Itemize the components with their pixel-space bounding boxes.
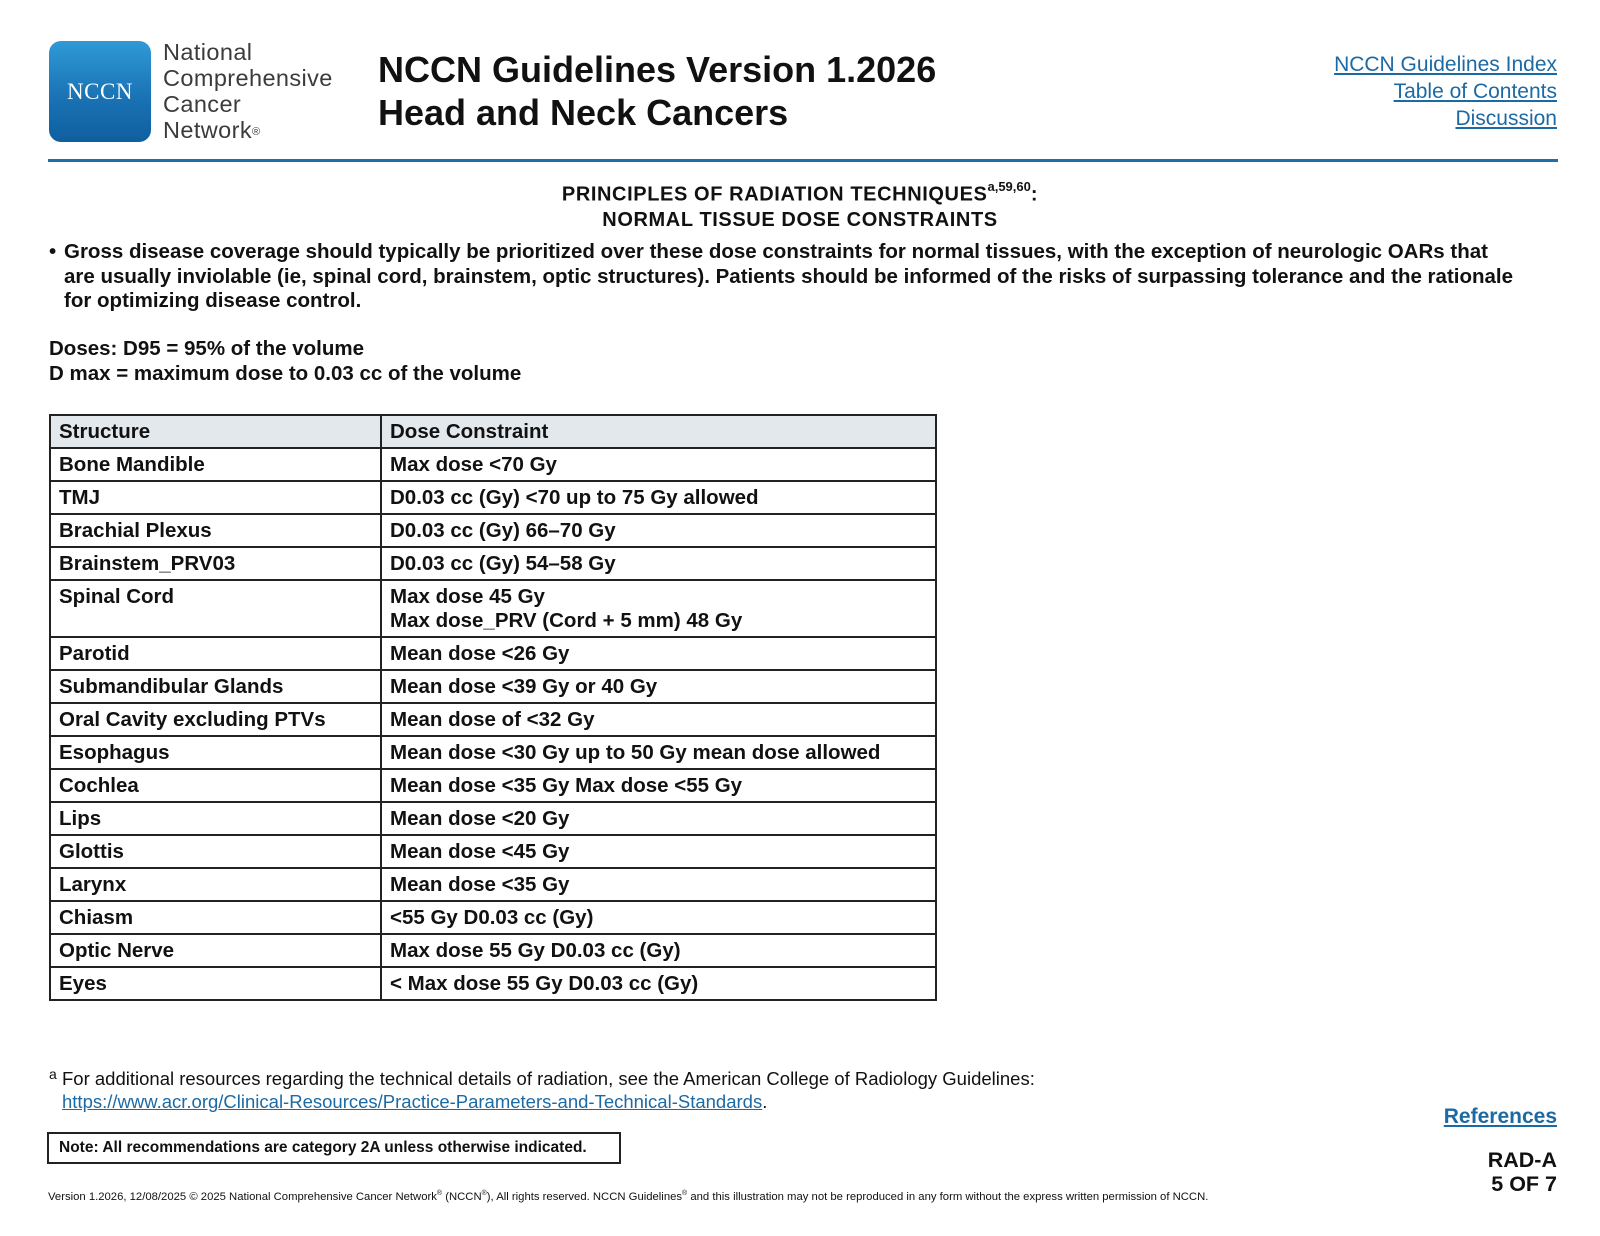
copyright-part-2: (NCCN: [442, 1190, 482, 1203]
section-heading: [0, 176, 1600, 233]
dose-definition-dmax: D max = maximum dose to 0.03 cc of the volume: [49, 361, 522, 385]
structure-cell: Bone Mandible: [50, 448, 381, 481]
dose-constraint-cell: Mean dose <30 Gy up to 50 Gy mean dose allowed: [381, 736, 936, 769]
section-heading-footnote-refs: a,59,60: [987, 179, 1031, 194]
structure-cell: Brachial Plexus: [50, 514, 381, 547]
table-row: [50, 448, 936, 481]
structure-cell: Brainstem_PRV03: [50, 547, 381, 580]
discussion-link[interactable]: Discussion: [1455, 107, 1557, 130]
structure-cell: Oral Cavity excluding PTVs: [50, 703, 381, 736]
structure-cell: Submandibular Glands: [50, 670, 381, 703]
table-row: [50, 835, 936, 868]
table-body: [50, 448, 936, 1000]
copyright-part-3: ), All rights reserved. NCCN Guidelines: [486, 1190, 683, 1203]
nccn-logo-wordmark: [163, 39, 363, 143]
dose-constraint-cell: Mean dose <45 Gy: [381, 835, 936, 868]
header-structure: Structure: [50, 415, 381, 448]
dose-constraint-cell: Mean dose <26 Gy: [381, 637, 936, 670]
copyright-reg-3: ®: [682, 1190, 688, 1197]
header-dose-constraint: Dose Constraint: [381, 415, 936, 448]
copyright-reg-2: ®: [481, 1190, 487, 1197]
structure-cell: Parotid: [50, 637, 381, 670]
dose-constraint-cell: Mean dose <20 Gy: [381, 802, 936, 835]
header-divider: [48, 159, 1558, 162]
dose-definition-d95: Doses: D95 = 95% of the volume: [49, 337, 365, 360]
page-number: 5 OF 7: [1491, 1172, 1557, 1196]
header-nav-links: [1334, 51, 1557, 132]
table-row: [50, 637, 936, 670]
logo-line-4: [163, 117, 363, 143]
table-row: [50, 868, 936, 901]
dose-constraint-cell: D0.03 cc (Gy) <70 up to 75 Gy allowed: [381, 481, 936, 514]
footnote-body: [62, 1067, 1249, 1113]
registered-mark: ®: [252, 126, 261, 138]
dose-constraint-cell: Max dose 55 Gy D0.03 cc (Gy): [381, 934, 936, 967]
category-note: Note: All recommendations are category 2A unless otherwise indicated.: [47, 1132, 621, 1164]
table-row: [50, 547, 936, 580]
dose-constraint-cell: Max dose <70 Gy: [381, 448, 936, 481]
structure-cell: Larynx: [50, 868, 381, 901]
dose-constraint-cell: D0.03 cc (Gy) 66–70 Gy: [381, 514, 936, 547]
dose-definitions: [49, 337, 521, 386]
dose-constraint-cell: < Max dose 55 Gy D0.03 cc (Gy): [381, 967, 936, 1000]
copyright-part-4: and this illustration may not be reproduced in any form without the express written permission of NCCN.: [687, 1190, 1209, 1203]
logo-line-1: National: [163, 39, 253, 65]
nccn-logo-mark: NCCN: [49, 41, 151, 142]
table-row: [50, 481, 936, 514]
structure-cell: Glottis: [50, 835, 381, 868]
references-link[interactable]: References: [1443, 1105, 1557, 1128]
guideline-topic-title: Head and Neck Cancers: [378, 92, 789, 133]
page-title: [378, 48, 936, 134]
dose-constraint-cell: Mean dose <35 Gy: [381, 868, 936, 901]
table-row: [50, 580, 936, 637]
table-row: [50, 967, 936, 1000]
copyright-part-1: Version 1.2026, 12/08/2025 © 2025 National Comprehensive Cancer Network: [48, 1190, 437, 1203]
logo-line-4-text: Network: [163, 117, 252, 143]
structure-cell: TMJ: [50, 481, 381, 514]
structure-cell: Optic Nerve: [50, 934, 381, 967]
bullet-text: Gross disease coverage should typically be prioritized over these dose constraints for normal tissues, with the exception of neurologic OARs that are usually inviolable (ie, spinal cord, brainstem, optic structures). Patients should be informed of the risks of surpassing tolerance and the rationale for optimizing disease control.: [64, 240, 1514, 312]
footnote-marker: a: [49, 1066, 57, 1082]
section-heading-colon: :: [1030, 183, 1039, 206]
footnote-a: [49, 1067, 1249, 1113]
section-heading-line-1: [0, 176, 1600, 208]
dose-constraint-cell: Mean dose of <32 Gy: [381, 703, 936, 736]
logo-line-3: Cancer: [163, 91, 242, 117]
dose-constraint-table: [49, 414, 937, 1001]
dose-constraint-cell: D0.03 cc (Gy) 54–58 Gy: [381, 547, 936, 580]
footnote-link-suffix: .: [762, 1091, 768, 1112]
table-row: [50, 703, 936, 736]
table-row: [50, 670, 936, 703]
structure-cell: Esophagus: [50, 736, 381, 769]
dose-constraint-cell: <55 Gy D0.03 cc (Gy): [381, 901, 936, 934]
page-code: RAD-A: [1487, 1148, 1557, 1172]
table-row: [50, 736, 936, 769]
dose-constraint-cell: Mean dose <35 Gy Max dose <55 Gy: [381, 769, 936, 802]
structure-cell: Lips: [50, 802, 381, 835]
table-row: [50, 934, 936, 967]
copyright-notice: [48, 1190, 1208, 1203]
page-identifier: [1488, 1148, 1557, 1196]
table-of-contents-link[interactable]: Table of Contents: [1393, 80, 1557, 103]
footnote-text: For additional resources regarding the technical details of radiation, see the American College of Radiology Guidelines:: [62, 1068, 1035, 1089]
table-row: [50, 802, 936, 835]
bullet-marker: •: [49, 240, 57, 263]
section-heading-line-2: NORMAL TISSUE DOSE CONSTRAINTS: [602, 208, 998, 231]
logo-line-2: Comprehensive: [163, 65, 333, 91]
structure-cell: Chiasm: [50, 901, 381, 934]
structure-cell: Spinal Cord: [50, 580, 381, 637]
section-heading-text: PRINCIPLES OF RADIATION TECHNIQUES: [561, 183, 988, 206]
table-row: [50, 514, 936, 547]
table-header-row: [50, 415, 936, 448]
acr-guidelines-link[interactable]: https://www.acr.org/Clinical-Resources/Practice-Parameters-and-Technical-Standards: [62, 1091, 763, 1112]
table-row: [50, 769, 936, 802]
structure-cell: Eyes: [50, 967, 381, 1000]
structure-cell: Cochlea: [50, 769, 381, 802]
dose-constraint-cell: Mean dose <39 Gy or 40 Gy: [381, 670, 936, 703]
copyright-reg-1: ®: [436, 1190, 443, 1197]
dose-constraint-cell: Max dose 45 Gy Max dose_PRV (Cord + 5 mm) 48 Gy: [381, 580, 936, 637]
table-row: [50, 901, 936, 934]
guidelines-index-link[interactable]: NCCN Guidelines Index: [1334, 53, 1557, 76]
guideline-version-title: NCCN Guidelines Version 1.2026: [378, 49, 937, 90]
priority-bullet: [49, 240, 1519, 314]
